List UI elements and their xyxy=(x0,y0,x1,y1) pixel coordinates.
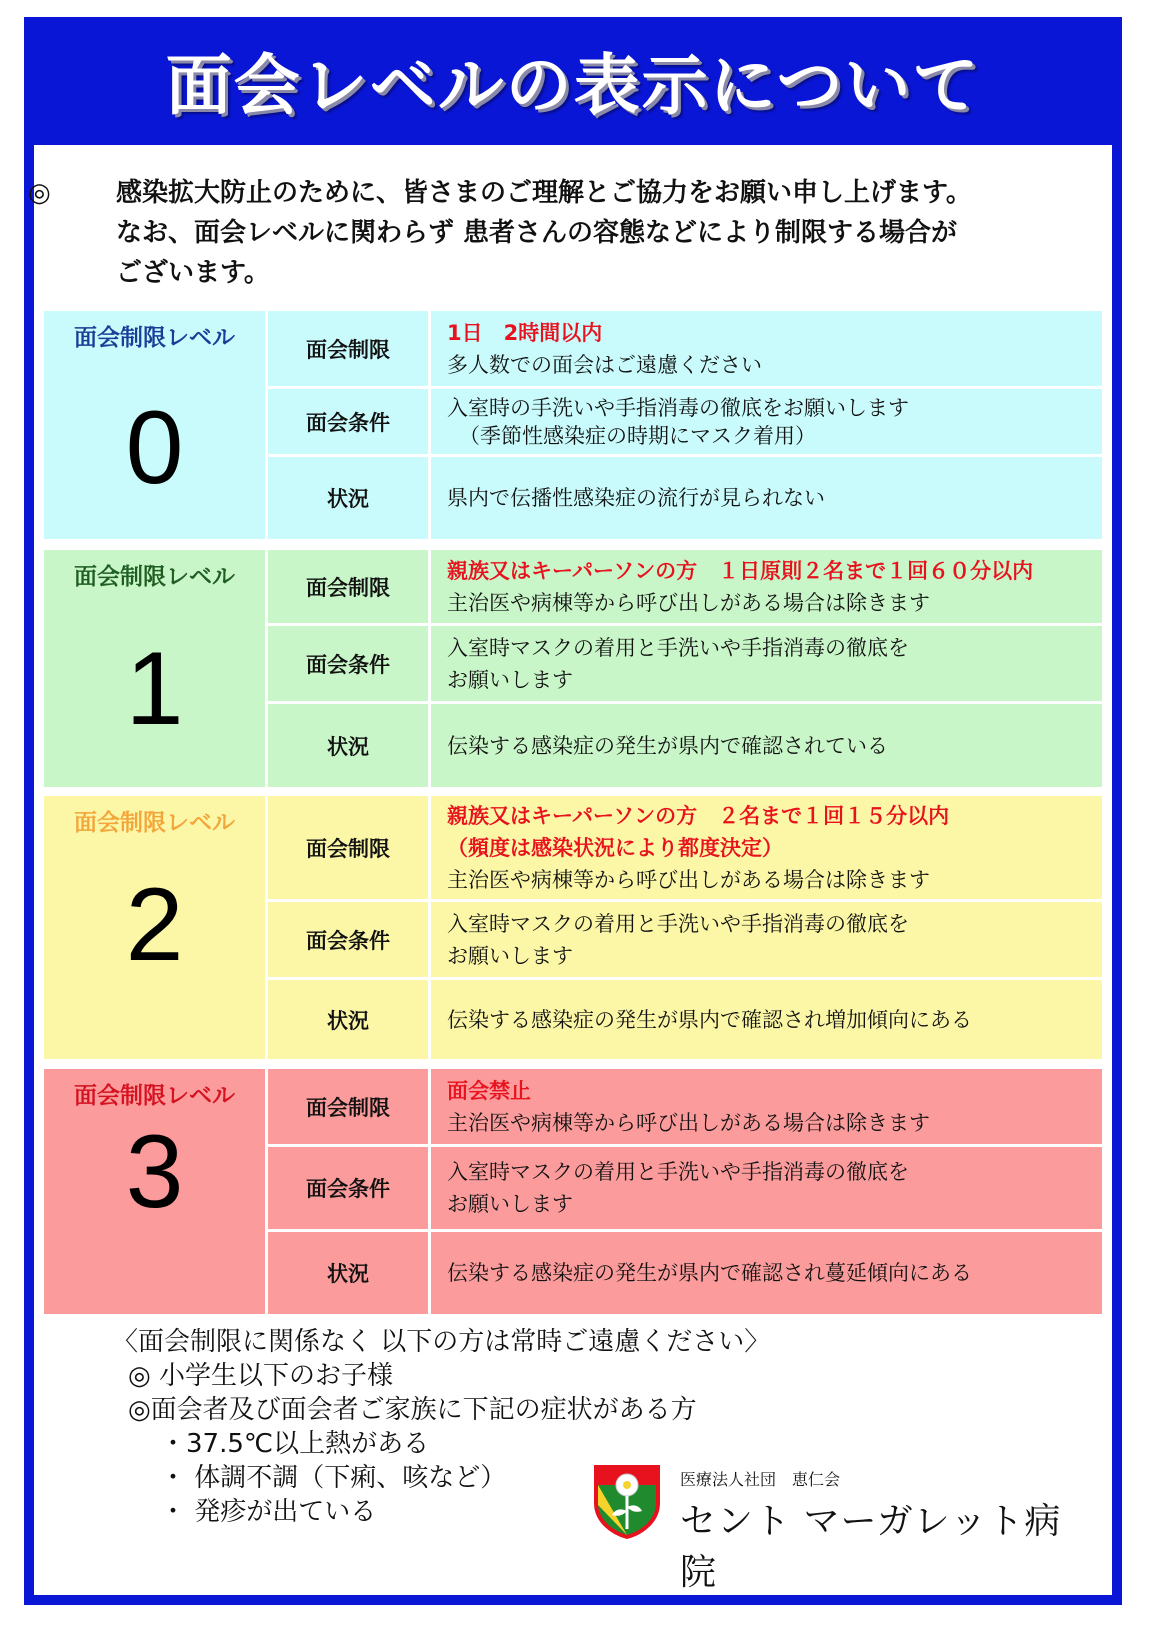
row-value xyxy=(431,311,1102,386)
hospital-emblem-icon xyxy=(592,1463,662,1539)
row-line: 1日 2時間以内 xyxy=(447,320,603,345)
level-0-label xyxy=(44,311,265,539)
table-row xyxy=(268,550,1102,626)
row-key: 状況 xyxy=(268,980,431,1059)
level-caption: 面会制限レベル xyxy=(74,810,235,836)
row-line: 入室時マスクの着用と手洗いや手指消毒の徹底を xyxy=(447,1160,909,1184)
row-line: お願いします xyxy=(447,943,573,968)
row-line: （季節性感染症の時期にマスク着用） xyxy=(459,423,816,448)
row-value xyxy=(431,902,1102,977)
content-panel xyxy=(28,145,1112,1595)
row-value xyxy=(431,1069,1102,1144)
row-value xyxy=(431,796,1102,899)
level-2-block xyxy=(44,796,1102,1059)
level-0-rows xyxy=(265,311,1102,539)
intro-text xyxy=(28,173,1072,293)
row-line: 伝染する感染症の発生が県内で確認され増加傾向にある xyxy=(447,1007,972,1032)
table-row xyxy=(268,704,1102,787)
row-key: 面会条件 xyxy=(268,626,431,701)
level-1-block xyxy=(44,550,1102,787)
intro-line-3: ございます。 xyxy=(116,258,270,288)
notes-subitem: ・37.5℃以上熱がある xyxy=(160,1429,430,1459)
level-caption: 面会制限レベル xyxy=(74,1083,235,1109)
level-number: 0 xyxy=(125,390,184,506)
row-key: 面会制限 xyxy=(268,311,431,386)
level-number: 2 xyxy=(125,867,184,983)
row-line: 面会禁止 xyxy=(447,1078,531,1103)
row-line: 主治医や病棟等から呼び出しがある場合は除きます xyxy=(447,867,930,892)
row-line: （頻度は感染状況により都度決定） xyxy=(447,835,783,860)
table-row xyxy=(268,1147,1102,1232)
level-caption: 面会制限レベル xyxy=(74,325,235,351)
row-key: 状況 xyxy=(268,1232,431,1314)
level-2-label xyxy=(44,796,265,1059)
notes-item: ◎ 小学生以下のお子様 xyxy=(128,1361,393,1391)
row-key: 面会条件 xyxy=(268,1147,431,1229)
row-line: 主治医や病棟等から呼び出しがある場合は除きます xyxy=(447,1110,930,1135)
row-value xyxy=(431,980,1102,1059)
poster-frame xyxy=(24,17,1122,1605)
table-row xyxy=(268,389,1102,457)
level-number: 1 xyxy=(125,631,184,747)
row-line: 入室時の手洗いや手指消毒の徹底をお願いします xyxy=(447,395,909,420)
row-key: 面会条件 xyxy=(268,902,431,977)
double-circle-icon: ◎ xyxy=(28,178,51,208)
table-row xyxy=(268,980,1102,1059)
row-key: 面会制限 xyxy=(268,1069,431,1144)
row-line: 多人数での面会はご遠慮ください xyxy=(447,352,762,377)
level-number: 3 xyxy=(125,1114,184,1230)
row-value xyxy=(431,1232,1102,1314)
level-1-label xyxy=(44,550,265,787)
row-key: 状況 xyxy=(268,457,431,539)
logo-hospital-name: セント マーガレット病院 xyxy=(680,1501,1062,1593)
row-line: 入室時マスクの着用と手洗いや手指消毒の徹底を xyxy=(447,911,909,936)
notes-heading: 〈面会制限に関係なく 以下の方は常時ご遠慮ください〉 xyxy=(112,1327,771,1357)
row-key: 状況 xyxy=(268,704,431,787)
notes-subitem: ・ 体調不調（下痢、咳など） xyxy=(160,1463,507,1493)
row-line: 伝染する感染症の発生が県内で確認されている xyxy=(447,733,888,758)
row-value xyxy=(431,1147,1102,1229)
intro-line-1: ◎ 感染拡大防止のために、皆さまのご理解とご協力をお願い申し上げます。 xyxy=(72,173,1072,213)
row-value xyxy=(431,389,1102,454)
level-3-label xyxy=(44,1069,265,1314)
row-value xyxy=(431,626,1102,701)
table-row xyxy=(268,311,1102,389)
row-line: 入室時マスクの着用と手洗いや手指消毒の徹底を xyxy=(447,635,909,660)
level-3-block xyxy=(44,1069,1102,1314)
table-row xyxy=(268,457,1102,539)
table-row xyxy=(268,1232,1102,1314)
row-line: 親族又はキーパーソンの方 １日原則２名まで１回６０分以内 xyxy=(447,558,1034,583)
level-0-block xyxy=(44,311,1102,539)
row-value xyxy=(431,457,1102,539)
row-line: 伝染する感染症の発生が県内で確認され蔓延傾向にある xyxy=(447,1261,972,1285)
table-row xyxy=(268,1069,1102,1147)
row-line: 県内で伝播性感染症の流行が見られない xyxy=(447,486,825,510)
intro-line-2: なお、面会レベルに関わらず 患者さんの容態などにより制限する場合が xyxy=(116,218,958,248)
logo-org-name: 医療法人社団 恵仁会 xyxy=(680,1470,841,1489)
level-2-rows xyxy=(265,796,1102,1059)
row-line: お願いします xyxy=(447,1192,573,1216)
hospital-logo xyxy=(592,1463,1062,1593)
row-line: お願いします xyxy=(447,667,573,692)
notes-subitem: ・ 発疹が出ている xyxy=(160,1497,377,1527)
level-1-rows xyxy=(265,550,1102,787)
row-line: 親族又はキーパーソンの方 ２名まで１回１５分以内 xyxy=(447,803,950,828)
row-key: 面会条件 xyxy=(268,389,431,454)
notes-item: ◎面会者及び面会者ご家族に下記の症状がある方 xyxy=(128,1395,697,1425)
row-value xyxy=(431,704,1102,787)
row-line: 主治医や病棟等から呼び出しがある場合は除きます xyxy=(447,590,930,615)
table-row xyxy=(268,796,1102,902)
level-caption: 面会制限レベル xyxy=(74,564,235,590)
page-title: 面会レベルの表示について xyxy=(165,47,981,124)
table-row xyxy=(268,626,1102,704)
level-3-rows xyxy=(265,1069,1102,1314)
table-row xyxy=(268,902,1102,980)
row-key: 面会制限 xyxy=(268,550,431,623)
title-band xyxy=(24,17,1122,142)
row-value xyxy=(431,550,1102,623)
row-key: 面会制限 xyxy=(268,796,431,899)
